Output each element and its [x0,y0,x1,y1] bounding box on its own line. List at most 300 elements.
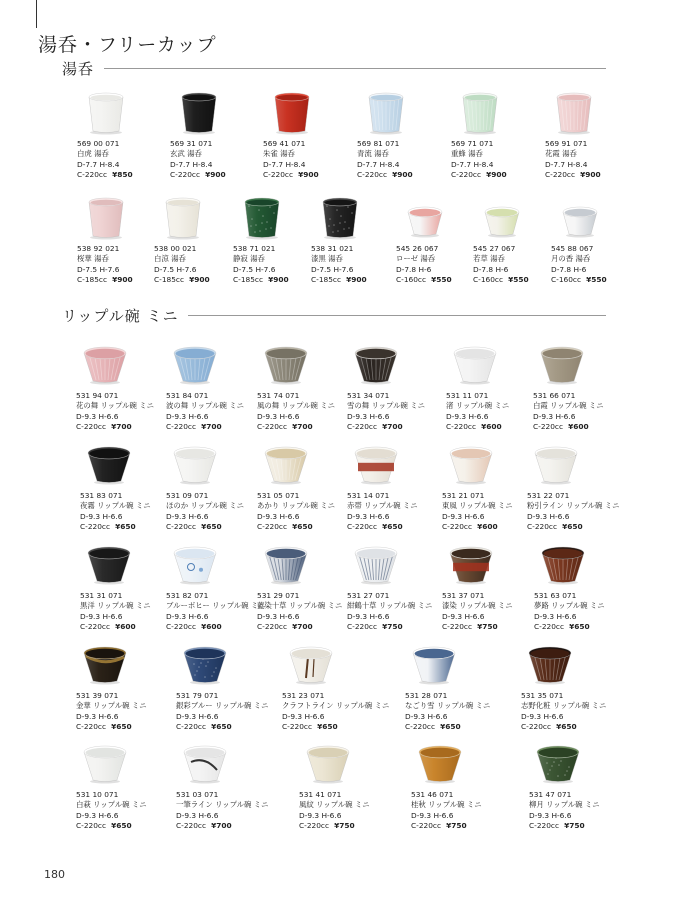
product-capacity-price [533,422,629,432]
product-code: 538 00 021 [154,244,197,253]
product-size: D-9.3 H-6.6 [80,611,123,621]
product-card [80,443,176,533]
product-price: ¥900 [298,170,319,180]
product-info [411,790,507,832]
product-image [442,443,538,489]
product-capacity-price [551,275,647,285]
product-image [257,543,353,589]
product-image [545,91,641,137]
cup-image [450,343,500,389]
product-card [257,543,353,633]
product-code: 531 28 071 [405,691,448,700]
product-image [166,343,262,389]
cup-image [455,91,505,137]
product-capacity: C-220cc [347,422,378,432]
product-capacity: C-220cc [527,522,558,532]
product-info [451,139,547,181]
product-info [521,691,617,733]
product-size: D-9.3 H-6.6 [166,411,209,421]
product-info [347,391,443,433]
product-code: 531 47 071 [529,790,572,799]
product-info [311,244,407,286]
product-image [176,742,272,788]
product-name: 静寂 湯呑 [233,254,265,264]
cup-image [170,343,220,389]
product-code: 531 29 071 [257,591,300,600]
product-name: 白萩 リップル碗 ミニ [76,800,147,810]
product-card [411,742,507,832]
product-capacity-price [257,622,353,632]
cup-image [533,742,583,788]
product-name: 渚 リップル碗 ミニ [446,401,510,411]
cup-image [286,643,336,689]
product-price: ¥750 [564,821,585,831]
product-capacity: C-220cc [357,170,388,180]
header-vertical-line [36,0,37,28]
product-price: ¥600 [115,622,136,632]
product-price: ¥700 [211,821,232,831]
product-image [166,543,262,589]
product-info [442,591,538,633]
product-price: ¥650 [556,722,577,732]
product-name: 花の舞 リップル碗 ミニ [76,401,155,411]
product-name: 柳月 リップル碗 ミニ [529,800,600,810]
product-card [529,742,625,832]
product-size: D-9.3 H-6.6 [533,411,576,421]
product-name: 一筆ライン リップル碗 ミニ [176,800,269,810]
product-size: D-7.7 H-8.4 [545,159,588,169]
product-code: 531 74 071 [257,391,300,400]
product-name: 月の香 湯呑 [551,254,591,264]
product-code: 538 31 021 [311,244,354,253]
product-name: 波の舞 リップル碗 ミニ [166,401,245,411]
product-code: 538 71 021 [233,244,276,253]
product-card [170,91,266,181]
product-capacity: C-220cc [347,522,378,532]
product-image [451,91,547,137]
product-card [446,343,542,433]
product-capacity-price [257,422,353,432]
product-image [347,343,443,389]
product-image [533,343,629,389]
product-price: ¥900 [189,275,210,285]
product-size: D-7.7 H-8.4 [170,159,213,169]
product-code: 545 88 067 [551,244,594,253]
product-code: 531 09 071 [166,491,209,500]
product-size: D-9.3 H-6.6 [534,611,577,621]
product-price: ¥600 [201,622,222,632]
product-code: 531 41 071 [299,790,342,799]
product-code: 531 83 071 [80,491,123,500]
product-info [80,491,176,533]
product-info [357,139,453,181]
product-name: 風の舞 リップル碗 ミニ [257,401,336,411]
page-number: 180 [44,868,65,881]
product-code: 531 31 071 [80,591,123,600]
product-code: 531 79 071 [176,691,219,700]
product-info [76,391,172,433]
product-card [176,742,272,832]
cup-image [409,643,459,689]
product-info [176,790,272,832]
product-info [76,790,172,832]
product-name: 金華 リップル碗 ミニ [76,701,147,711]
product-card [76,343,172,433]
product-capacity-price [299,821,395,831]
product-code: 569 41 071 [263,139,306,148]
product-image [299,742,395,788]
cup-image [361,91,411,137]
product-capacity-price [76,821,172,831]
product-capacity: C-220cc [533,422,564,432]
product-card [166,543,266,633]
product-capacity-price [451,170,547,180]
product-info [405,691,501,733]
product-card [263,91,359,181]
product-card [347,343,443,433]
product-info [442,491,538,533]
cup-image [400,196,450,242]
product-capacity-price [282,722,378,732]
product-capacity: C-220cc [405,722,436,732]
product-capacity: C-220cc [80,622,111,632]
product-size: D-9.3 H-6.6 [176,711,219,721]
cup-image [446,443,496,489]
product-card [521,643,617,733]
product-image [357,91,453,137]
product-info [170,139,266,181]
product-capacity-price [529,821,625,831]
product-card [299,742,395,832]
product-capacity: C-220cc [77,170,108,180]
product-capacity: C-220cc [166,422,197,432]
product-price: ¥750 [382,622,403,632]
product-name: なごり雪 リップル碗 ミニ [405,701,491,711]
product-info [527,491,623,533]
cup-image [261,543,311,589]
product-size: D-9.3 H-6.6 [411,810,454,820]
product-capacity: C-185cc [154,275,185,285]
product-name: 桜華 湯呑 [77,254,109,264]
product-name: 風紋 リップル碗 ミニ [299,800,370,810]
product-code: 531 21 071 [442,491,485,500]
product-info [347,491,443,533]
product-size: D-9.3 H-6.6 [521,711,564,721]
product-name: ほのか リップル碗 ミニ [166,501,245,511]
product-capacity-price [534,622,630,632]
product-price: ¥700 [201,422,222,432]
product-capacity-price [411,821,507,831]
product-code: 531 23 071 [282,691,325,700]
product-price: ¥650 [111,821,132,831]
product-image [76,742,172,788]
product-name: 白虎 湯呑 [77,149,109,159]
product-capacity: C-220cc [446,422,477,432]
product-card [357,91,453,181]
product-size: D-7.7 H-8.4 [451,159,494,169]
product-info [299,790,395,832]
product-name: 漆黒 湯呑 [311,254,343,264]
product-capacity-price [166,522,262,532]
product-capacity-price [166,422,262,432]
product-card [442,443,538,533]
product-capacity-price [80,522,176,532]
product-price: ¥550 [431,275,452,285]
product-code: 569 31 071 [170,139,213,148]
product-capacity-price [80,622,176,632]
cup-image [351,443,401,489]
product-size: D-9.3 H-6.6 [405,711,448,721]
cup-image [174,91,224,137]
product-capacity: C-220cc [451,170,482,180]
product-capacity-price [347,522,443,532]
product-name: あかり リップル碗 ミニ [257,501,336,511]
cup-image [267,91,317,137]
product-name: 桂秋 リップル碗 ミニ [411,800,482,810]
product-capacity: C-220cc [170,170,201,180]
product-size: D-9.3 H-6.6 [257,411,300,421]
cup-image [525,643,575,689]
product-size: D-9.3 H-6.6 [527,511,570,521]
product-capacity: C-220cc [347,622,378,632]
product-capacity: C-160cc [396,275,427,285]
cup-image [84,443,134,489]
product-name: 志野化粧 リップル碗 ミニ [521,701,607,711]
product-capacity: C-220cc [521,722,552,732]
product-price: ¥900 [268,275,289,285]
cup-image [315,196,365,242]
cup-image [180,643,230,689]
product-card [311,196,407,286]
product-name: 重蜂 湯呑 [451,149,483,159]
cup-image [477,196,527,242]
product-size: D-7.8 H-6 [396,264,432,274]
product-capacity-price [257,522,353,532]
product-image [176,643,272,689]
product-size: D-9.3 H-6.6 [442,511,485,521]
product-price: ¥650 [440,722,461,732]
product-price: ¥650 [562,522,583,532]
cup-image [81,91,131,137]
cup-image [158,196,208,242]
product-code: 531 10 071 [76,790,119,799]
product-capacity: C-185cc [311,275,342,285]
product-card [76,742,172,832]
product-price: ¥900 [392,170,413,180]
product-name: 青流 湯呑 [357,149,389,159]
product-code: 531 03 071 [176,790,219,799]
product-size: D-9.3 H-6.6 [347,411,390,421]
cup-image [537,343,587,389]
product-capacity-price [311,275,407,285]
product-image [527,443,623,489]
page-title: 湯呑・フリーカップ [38,34,217,56]
cup-image [81,196,131,242]
product-image [347,543,443,589]
product-price: ¥700 [292,622,313,632]
product-image [170,91,266,137]
product-price: ¥600 [477,522,498,532]
product-size: D-9.3 H-6.6 [257,611,300,621]
product-info [166,391,262,433]
product-code: 531 22 071 [527,491,570,500]
product-code: 531 94 071 [76,391,119,400]
product-card [545,91,641,181]
product-card [347,543,443,633]
product-name: 紺鶴十草 リップル碗 ミニ [347,601,433,611]
product-image [411,742,507,788]
product-name: 夢路 リップル碗 ミニ [534,601,605,611]
product-image [529,742,625,788]
product-name: 白霞 リップル碗 ミニ [533,401,604,411]
product-image [282,643,378,689]
product-name: 銀彩ブルー リップル碗 ミニ [176,701,269,711]
product-info [166,591,266,633]
product-card [442,543,538,633]
section-divider-yunomi [104,68,606,69]
cup-image [237,196,287,242]
product-capacity: C-220cc [442,622,473,632]
product-capacity: C-220cc [545,170,576,180]
product-info [76,691,172,733]
section-heading-ripple: リップル碗 ミニ [62,307,179,325]
product-size: D-9.3 H-6.6 [282,711,325,721]
product-price: ¥600 [481,422,502,432]
product-size: D-9.3 H-6.6 [347,611,390,621]
product-price: ¥900 [112,275,133,285]
product-capacity: C-220cc [176,821,207,831]
product-capacity-price [446,422,542,432]
product-info [347,591,443,633]
cup-image [446,543,496,589]
product-capacity: C-220cc [263,170,294,180]
product-card [527,443,623,533]
product-price: ¥700 [292,422,313,432]
product-capacity: C-160cc [551,275,582,285]
product-capacity: C-220cc [166,522,197,532]
product-capacity-price [176,821,272,831]
product-price: ¥650 [569,622,590,632]
cup-image [351,343,401,389]
product-code: 531 46 071 [411,790,454,799]
product-capacity: C-220cc [176,722,207,732]
product-code: 545 27 067 [473,244,516,253]
product-size: D-9.3 H-6.6 [529,810,572,820]
product-card [533,343,629,433]
product-code: 545 26 067 [396,244,439,253]
product-capacity: C-220cc [299,821,330,831]
product-capacity: C-220cc [529,821,560,831]
product-capacity: C-220cc [76,422,107,432]
product-size: D-7.7 H-8.4 [357,159,400,169]
product-size: D-9.3 H-6.6 [347,511,390,521]
product-capacity-price [442,522,538,532]
product-price: ¥900 [486,170,507,180]
product-code: 531 66 071 [533,391,576,400]
product-capacity: C-185cc [77,275,108,285]
product-capacity: C-220cc [80,522,111,532]
product-info [282,691,390,733]
product-card [77,91,173,181]
cup-image [555,196,605,242]
product-card [451,91,547,181]
product-capacity-price [77,170,173,180]
product-capacity: C-220cc [442,522,473,532]
product-card [405,643,501,733]
cup-image [531,443,581,489]
product-card [551,196,647,286]
product-info [529,790,625,832]
cup-image [80,343,130,389]
product-price: ¥650 [201,522,222,532]
product-info [176,691,272,733]
product-name: 玄武 湯呑 [170,149,202,159]
product-code: 531 11 071 [446,391,489,400]
cup-image [170,543,220,589]
product-name: 若草 湯呑 [473,254,505,264]
product-name: 白涼 湯呑 [154,254,186,264]
product-capacity-price [442,622,538,632]
product-code: 531 84 071 [166,391,209,400]
product-size: D-7.7 H-8.4 [263,159,306,169]
cup-image [170,443,220,489]
product-size: D-7.5 H-7.6 [311,264,354,274]
product-info [166,491,262,533]
product-size: D-7.7 H-8.4 [77,159,120,169]
product-image [311,196,407,242]
product-image [534,543,630,589]
product-size: D-9.3 H-6.6 [80,511,123,521]
product-size: D-9.3 H-6.6 [166,511,209,521]
product-image [521,643,617,689]
product-capacity-price [347,622,443,632]
product-price: ¥900 [205,170,226,180]
product-code: 569 81 071 [357,139,400,148]
product-info [77,139,173,181]
section-divider-ripple [188,315,606,316]
product-size: D-9.3 H-6.6 [299,810,342,820]
cup-image [303,742,353,788]
product-code: 531 14 071 [347,491,390,500]
product-info [551,244,647,286]
product-card [176,643,272,733]
cup-image [84,543,134,589]
product-card [347,443,443,533]
product-price: ¥900 [346,275,367,285]
product-price: ¥550 [508,275,529,285]
product-image [551,196,647,242]
cup-image [549,91,599,137]
product-info [545,139,641,181]
product-name: 東風 リップル碗 ミニ [442,501,513,511]
product-capacity-price [263,170,359,180]
product-card [166,443,262,533]
product-size: D-7.5 H-7.6 [77,264,120,274]
product-code: 569 91 071 [545,139,588,148]
product-size: D-9.3 H-6.6 [166,611,209,621]
product-code: 531 63 071 [534,591,577,600]
product-name: ローゼ 湯呑 [396,254,436,264]
product-info [446,391,542,433]
cup-image [261,343,311,389]
product-capacity: C-160cc [473,275,504,285]
product-capacity-price [176,722,272,732]
product-capacity-price [170,170,266,180]
product-code: 531 37 071 [442,591,485,600]
product-capacity: C-185cc [233,275,264,285]
product-capacity: C-220cc [76,722,107,732]
product-card [80,543,176,633]
